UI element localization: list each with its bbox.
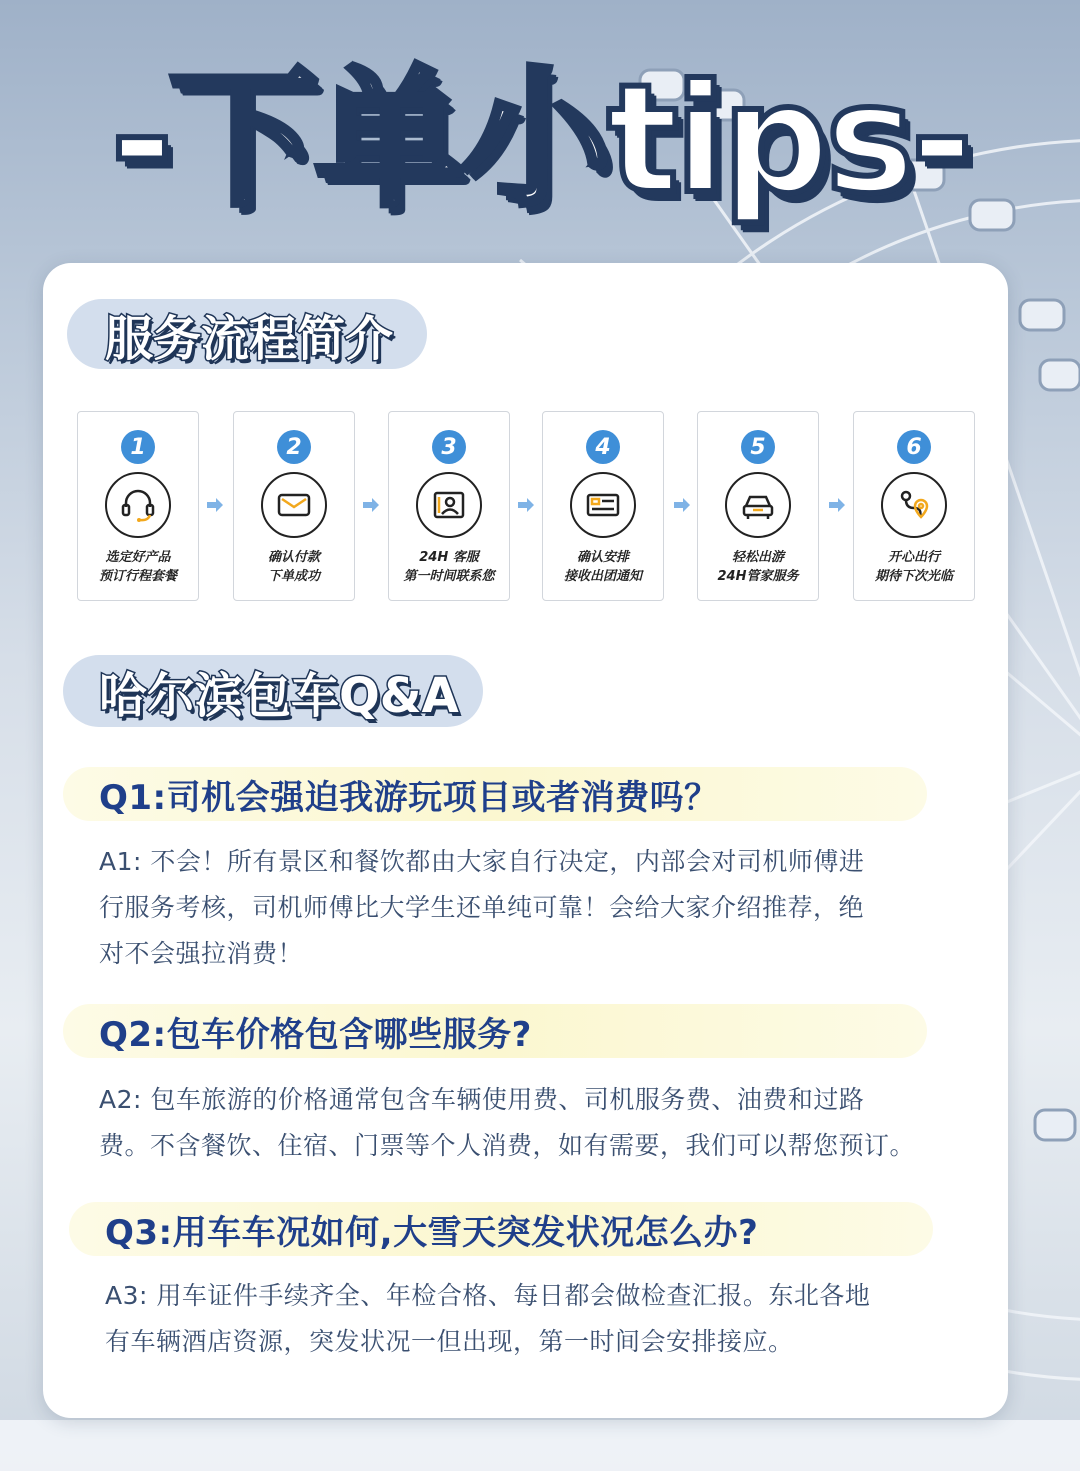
process-step-3	[388, 411, 510, 601]
arrow-right-icon	[205, 495, 225, 515]
section-title-qa	[63, 655, 483, 727]
process-step-4	[542, 411, 664, 601]
process-step-2	[233, 411, 355, 601]
step-number: 1	[121, 430, 155, 464]
question-text: Q1:司机会强迫我游玩项目或者消费吗？	[99, 777, 719, 818]
process-step-1	[77, 411, 199, 601]
step-number: 4	[586, 430, 620, 464]
hero	[0, 40, 1080, 240]
arrow-right-icon	[516, 495, 536, 515]
process-step-6	[853, 411, 975, 601]
question-3	[69, 1202, 933, 1256]
step-caption: 轻松出游 24H管家服务	[717, 550, 799, 584]
question-text: Q3:用车车况如何,大雪天突发状况怎么办?	[105, 1212, 759, 1253]
step-number: 5	[741, 430, 775, 464]
hero-title: -下单小tips-	[110, 53, 970, 227]
answer-3: A3: 用车证件手续齐全、年检合格、每日都会做检查汇报。东北各地 有车辆酒店资源，突发状况一但出现，第一时间会安排接应。	[105, 1281, 871, 1356]
answer-1: A1: 不会！所有景区和餐饮都由大家自行决定，内部会对司机师傅进 行服务考核，司机师傅比大学生还单纯可靠！会给大家介绍推荐，绝 对不会强拉消费！	[99, 847, 865, 968]
step-number: 2	[277, 430, 311, 464]
section-title-process-text: 服务流程简介	[105, 310, 394, 367]
step-caption: 确认安排 接收出团通知	[563, 550, 642, 584]
question-2	[63, 1004, 927, 1058]
content-card	[43, 263, 1008, 1418]
contact-card-icon	[416, 472, 482, 538]
car-icon	[725, 472, 791, 538]
step-caption: 选定好产品 预订行程套餐	[98, 550, 177, 584]
arrow-right-icon	[361, 495, 381, 515]
headset-icon	[105, 472, 171, 538]
arrow-right-icon	[672, 495, 692, 515]
arrow-right-icon	[827, 495, 847, 515]
process-steps	[77, 411, 977, 603]
step-number: 6	[897, 430, 931, 464]
notice-card-icon	[570, 472, 636, 538]
step-caption: 开心出行 期待下次光临	[874, 550, 953, 584]
section-title-qa-text: 哈尔滨包车Q&A	[99, 667, 459, 724]
route-pin-icon	[881, 472, 947, 538]
question-1	[63, 767, 927, 821]
step-number: 3	[432, 430, 466, 464]
step-caption: 24H 客服 第一时间联系您	[403, 550, 495, 584]
process-step-5	[697, 411, 819, 601]
section-title-process	[67, 299, 427, 369]
envelope-icon	[261, 472, 327, 538]
answer-2: A2: 包车旅游的价格通常包含车辆使用费、司机服务费、油费和过路 费。不含餐饮、住宿、门票等个人消费，如有需要，我们可以帮您预订。	[99, 1085, 916, 1160]
step-caption: 确认付款 下单成功	[267, 550, 320, 584]
question-text: Q2:包车价格包含哪些服务?	[99, 1014, 532, 1055]
